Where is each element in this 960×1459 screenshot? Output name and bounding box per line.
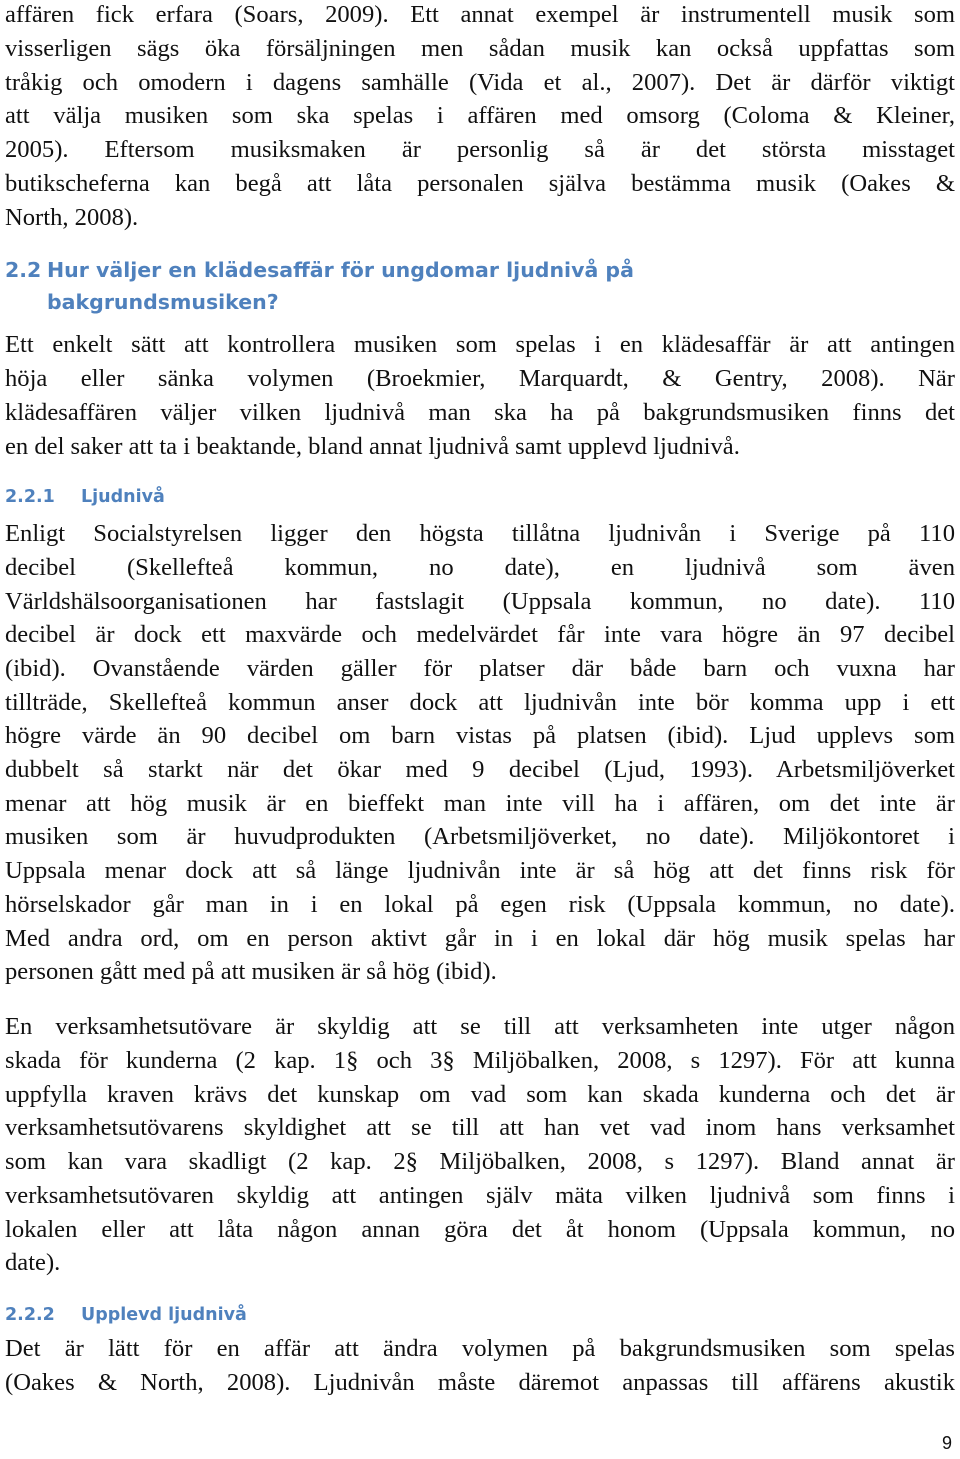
subsection-heading: [5, 483, 165, 511]
subsection-title: Upplevd ljudnivå: [81, 1305, 247, 1325]
text-line: personen gått med på att musiken är så hög (ibid).: [5, 958, 497, 985]
text-line: att välja musiken som ska spelas i affären med omsorg (Coloma & Kleiner,: [5, 102, 955, 129]
text-line: 2005). Eftersom musiksmaken är personlig så är det största misstaget: [5, 136, 955, 163]
text-line: uppfylla kraven krävs det kunskap om vad som kan skada kunderna och det är: [5, 1081, 955, 1108]
text-line: skada för kunderna (2 kap. 1§ och 3§ Miljöbalken, 2008, s 1297). För att kunna: [5, 1047, 955, 1074]
text-line: dubbelt så starkt när det ökar med 9 decibel (Ljud, 1993). Arbetsmiljöverket: [5, 756, 955, 783]
text-line: decibel är dock ett maxvärde och medelvärdet får inte vara högre än 97 decibel: [5, 621, 955, 648]
text-line: Uppsala menar dock att så länge ljudnivån inte är så hög att det finns risk för: [5, 857, 955, 884]
text-line: verksamhetsutövarens skyldighet att se till att han vet vad inom hans verksamhet: [5, 1114, 955, 1141]
page-number: 9: [941, 1433, 952, 1453]
text-line: Med andra ord, om en person aktivt går in i en lokal där hög musik spelas har: [5, 925, 955, 952]
subsection-number: 2.2.2: [5, 1305, 55, 1325]
text-line: en del saker att ta i beaktande, bland annat ljudnivå samt upplevd ljudnivå.: [5, 433, 740, 460]
section-number: 2.2: [5, 258, 42, 282]
subsection-number: 2.2.1: [5, 487, 55, 507]
text-line: högre värde än 90 decibel om barn vistas på platsen (ibid). Ljud upplevs som: [5, 722, 955, 749]
text-line: affären fick erfara (Soars, 2009). Ett annat exempel är instrumentell musik som: [5, 1, 955, 28]
text-line: menar att hög musik är en bieffekt man inte vill ha i affären, om det inte är: [5, 790, 955, 817]
subsection-title: Ljudnivå: [81, 487, 165, 507]
section-title: bakgrundsmusiken?: [47, 290, 279, 314]
text-line: hörselskador går man in i en lokal på egen risk (Uppsala kommun, no date).: [5, 891, 955, 918]
text-line: En verksamhetsutövare är skyldig att se till att verksamheten inte utger någon: [5, 1013, 955, 1040]
section-heading: [5, 256, 634, 284]
subsection-heading: [5, 1301, 247, 1329]
text-line: Världshälsoorganisationen har fastslagit (Uppsala kommun, no date). 110: [5, 588, 955, 615]
text-line: Ett enkelt sätt att kontrollera musiken som spelas i en klädesaffär är att antingen: [5, 331, 955, 358]
text-line: visserligen sägs öka försäljningen men sådan musik kan också uppfattas som: [5, 35, 955, 62]
text-line: musiken som är huvudprodukten (Arbetsmiljöverket, no date). Miljökontoret i: [5, 823, 955, 850]
text-line: North, 2008).: [5, 204, 139, 231]
text-line: höja eller sänka volymen (Broekmier, Marquardt, & Gentry, 2008). När: [5, 365, 955, 392]
section-heading-continued: [47, 288, 279, 316]
text-line: decibel (Skellefteå kommun, no date), en ljudnivå som även: [5, 554, 955, 581]
text-line: date).: [5, 1249, 61, 1276]
text-line: verksamhetsutövaren skyldig att antingen själv mäta vilken ljudnivå som finns i: [5, 1182, 955, 1209]
text-line: som kan vara skadligt (2 kap. 2§ Miljöbalken, 2008, s 1297). Bland annat är: [5, 1148, 955, 1175]
text-line: (ibid). Ovanstående värden gäller för platser där både barn och vuxna har: [5, 655, 955, 682]
text-line: (Oakes & North, 2008). Ljudnivån måste däremot anpassas till affärens akustik: [5, 1369, 955, 1396]
text-line: lokalen eller att låta någon annan göra det åt honom (Uppsala kommun, no: [5, 1216, 955, 1243]
text-line: klädesaffären väljer vilken ljudnivå man ska ha på bakgrundsmusiken finns det: [5, 399, 955, 426]
text-line: tillträde, Skellefteå kommun anser dock att ljudnivån inte bör komma upp i ett: [5, 689, 955, 716]
text-line: Det är lätt för en affär att ändra volymen på bakgrundsmusiken som spelas: [5, 1335, 955, 1362]
text-line: tråkig och omodern i dagens samhälle (Vida et al., 2007). Det är därför viktigt: [5, 69, 955, 96]
section-title: Hur väljer en klädesaffär för ungdomar ljudnivå på: [47, 258, 634, 282]
text-line: butikscheferna kan begå att låta personalen själva bestämma musik (Oakes &: [5, 170, 955, 197]
text-line: Enligt Socialstyrelsen ligger den högsta tillåtna ljudnivån i Sverige på 110: [5, 520, 955, 547]
